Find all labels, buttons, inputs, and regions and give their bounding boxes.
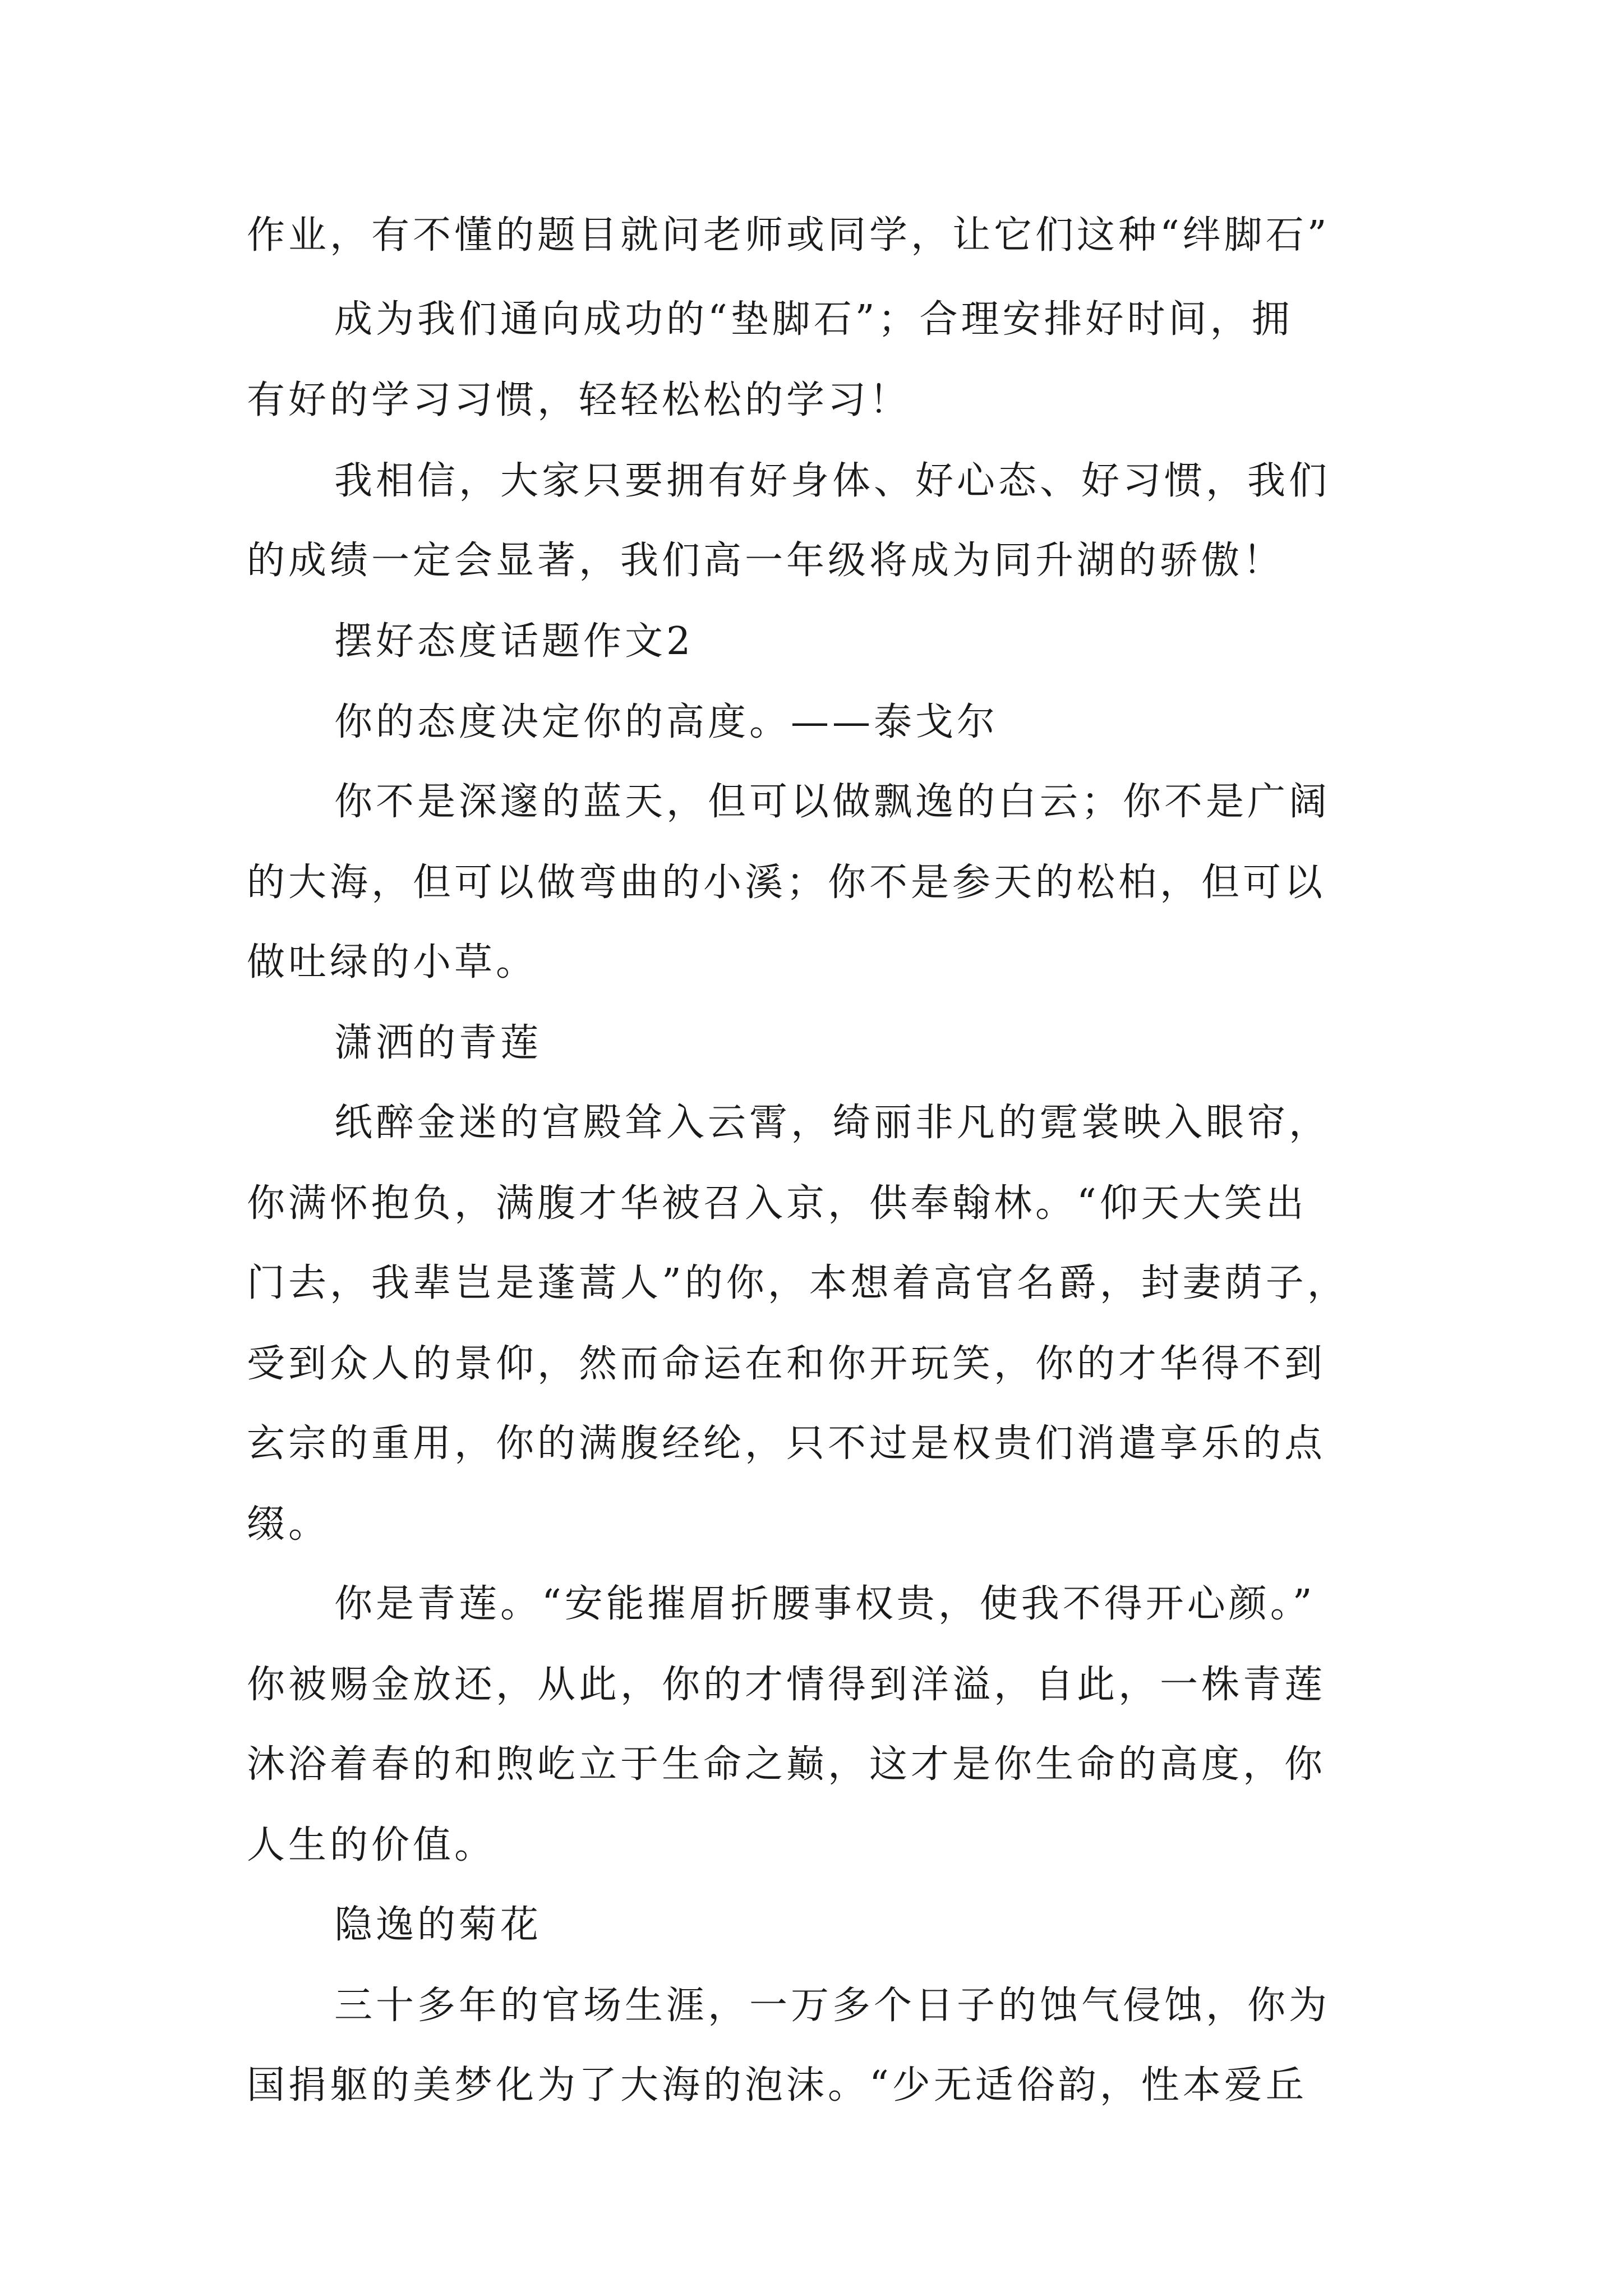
text-line: 做吐绿的小草。 (247, 940, 538, 984)
text-line: 门去，我辈岂是蓬蒿人”的你，本想着高官名爵，封妻荫子， (247, 1261, 1349, 1305)
text-line: 你不是深邃的蓝天，但可以做飘逸的白云；你不是广阔 (334, 780, 1331, 824)
text-line: 三十多年的官场生涯，一万多个日子的蚀气侵蚀，你为 (334, 1984, 1331, 2028)
subheading: 隐逸的菊花 (334, 1903, 542, 1947)
text-line: 你满怀抱负，满腹才华被召入京，供奉翰林。“仰天大笑出 (247, 1181, 1307, 1226)
text-line: 受到众人的景仰，然而命运在和你开玩笑，你的才华得不到 (247, 1342, 1326, 1386)
text-line: 的成绩一定会显著，我们高一年级将成为同升湖的骄傲！ (247, 539, 1285, 583)
text-line: 你被赐金放还，从此，你的才情得到洋溢，自此，一株青莲 (247, 1663, 1326, 1707)
text-line: 国捐躯的美梦化为了大海的泡沫。“少无适俗韵，性本爱丘 (247, 2063, 1307, 2108)
subheading: 潇洒的青莲 (334, 1021, 542, 1065)
text-line: 沐浴着春的和煦屹立于生命之巅，这才是你生命的高度，你 (247, 1742, 1326, 1787)
text-line: 成为我们通向成功的“垫脚石”；合理安排好时间，拥 (334, 297, 1293, 342)
text-line: 作业，有不懂的题目就问老师或同学，让它们这种“绊脚石” (247, 213, 1330, 257)
text-line: 我相信，大家只要拥有好身体、好心态、好习惯，我们 (334, 459, 1331, 503)
text-line: 你是青莲。“安能摧眉折腰事权贵，使我不得开心颜。” (334, 1582, 1316, 1626)
quote-line: 你的态度决定你的高度。——泰戈尔 (334, 700, 999, 744)
text-line: 玄宗的重用，你的满腹经纶，只不过是权贵们消遣享乐的点 (247, 1421, 1326, 1466)
text-line: 缀。 (247, 1502, 330, 1547)
text-line: 纸醉金迷的宫殿耸入云霄，绮丽非凡的霓裳映入眼帘， (334, 1101, 1331, 1145)
text-line: 人生的价值。 (247, 1823, 496, 1867)
text-line: 的大海，但可以做弯曲的小溪；你不是参天的松柏，但可以 (247, 861, 1326, 905)
text-line: 有好的学习习惯，轻轻松松的学习！ (247, 378, 911, 422)
section-heading: 摆好态度话题作文2 (334, 619, 694, 664)
